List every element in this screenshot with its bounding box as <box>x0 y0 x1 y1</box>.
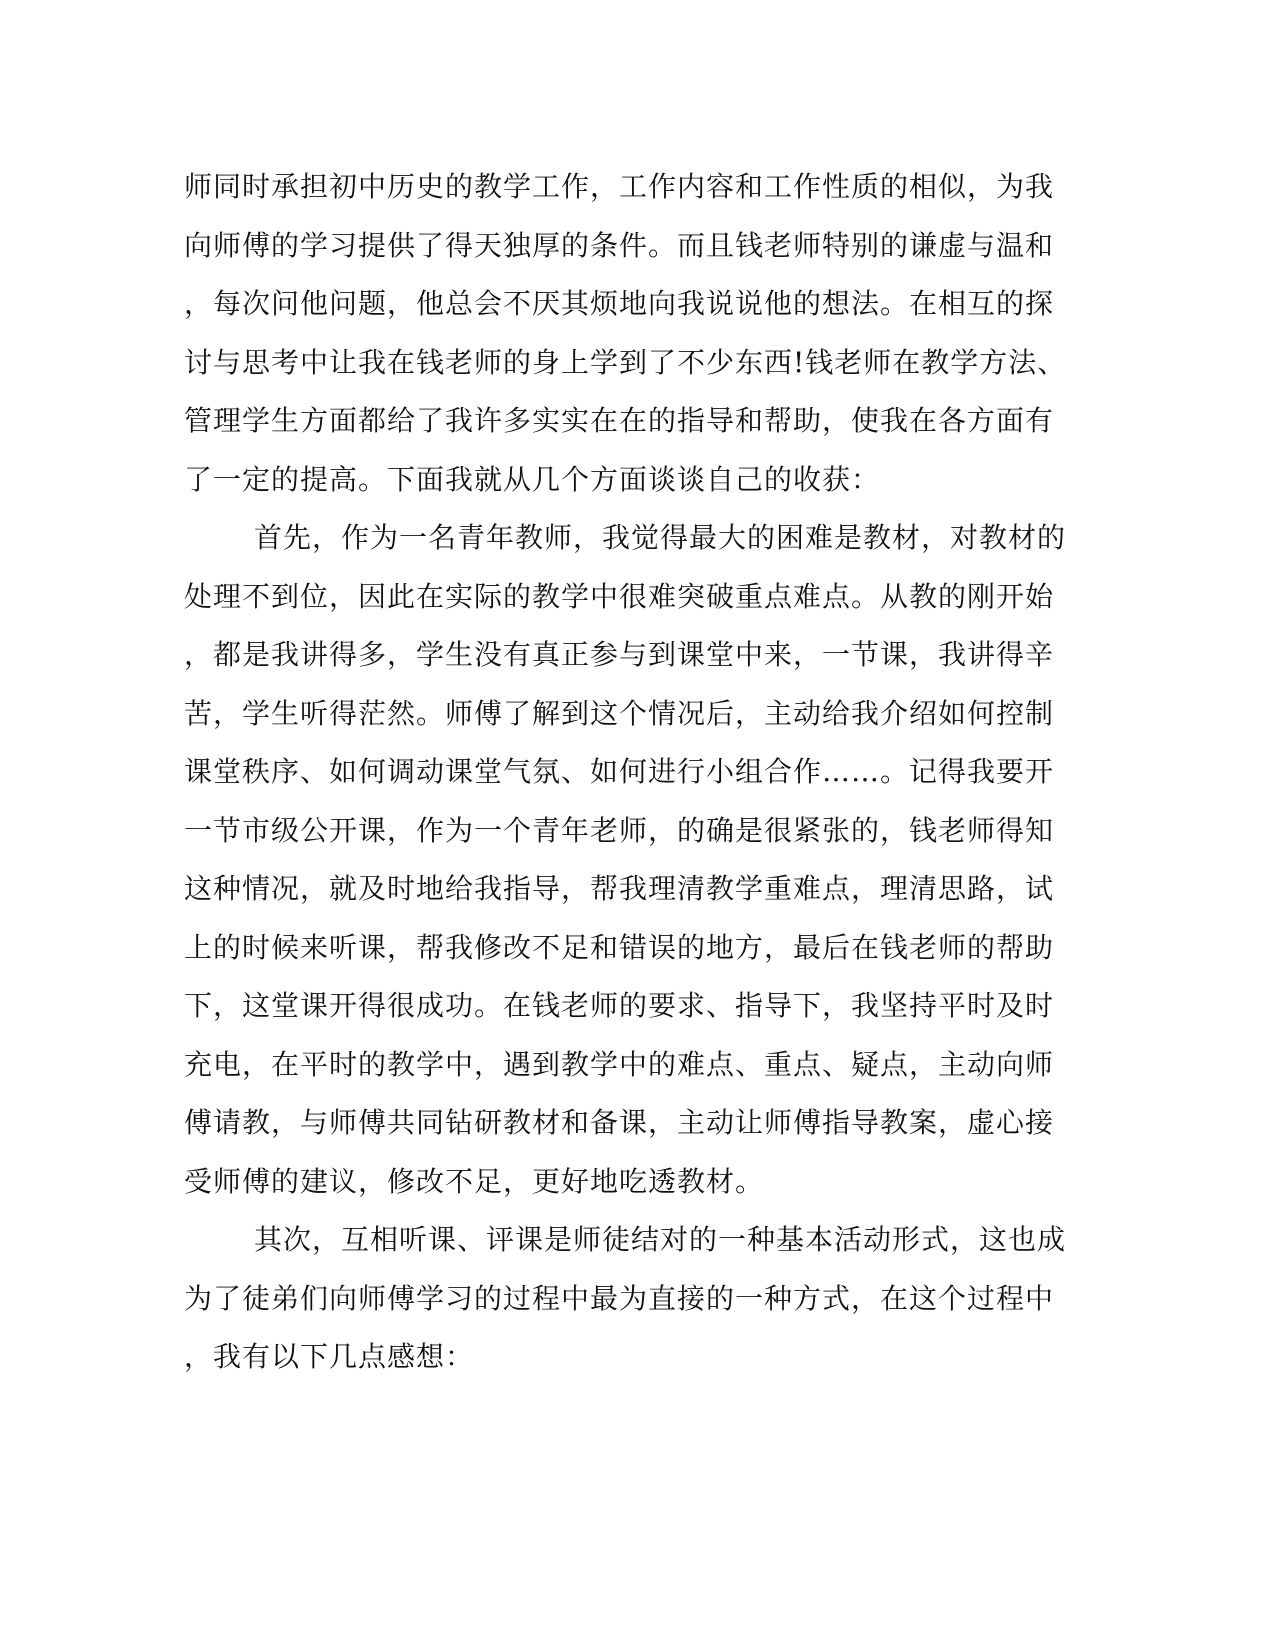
text-line: 管理学生方面都给了我许多实实在在的指导和帮助，使我在各方面有 <box>184 404 1055 437</box>
text-line: 处理不到位，因此在实际的教学中很难突破重点难点。从教的刚开始 <box>184 579 1055 613</box>
body-text <box>184 158 1067 1387</box>
text-line: ，都是我讲得多，学生没有真正参与到课堂中来，一节课，我讲得辛 <box>184 638 1055 671</box>
text-line: 了一定的提高。下面我就从几个方面谈谈自己的收获： <box>184 462 881 496</box>
text-line: ，每次问他问题，他总会不厌其烦地向我说说他的想法。在相互的探 <box>184 287 1055 320</box>
paragraph-first-line: 其次，互相听课、评课是师徒结对的一种基本活动形式，这也成 <box>254 1223 1067 1256</box>
text-line: ，我有以下几点感想： <box>184 1340 475 1373</box>
paragraph-first-line: 首先，作为一名青年教师，我觉得最大的困难是教材，对教材的 <box>254 521 1067 554</box>
text-line: 苦，学生听得茫然。师傅了解到这个情况后，主动给我介绍如何控制 <box>184 696 1055 730</box>
text-line: 上的时候来听课，帮我修改不足和错误的地方，最后在钱老师的帮助 <box>184 930 1055 964</box>
text-line: 充电，在平时的教学中，遇到教学中的难点、重点、疑点，主动向师 <box>184 1047 1055 1081</box>
text-line: 傅请教，与师傅共同钻研教材和备课，主动让师傅指导教案，虚心接 <box>184 1106 1055 1139</box>
text-line: 下，这堂课开得很成功。在钱老师的要求、指导下，我坚持平时及时 <box>184 989 1055 1022</box>
text-line: 为了徒弟们向师傅学习的过程中最为直接的一种方式，在这个过程中 <box>184 1281 1055 1315</box>
text-line: 讨与思考中让我在钱老师的身上学到了不少东西!钱老师在教学方法、 <box>184 345 1067 379</box>
text-line: 课堂秩序、如何调动课堂气氛、如何进行小组合作……。记得我要开 <box>184 755 1055 788</box>
text-line: 受师傅的建议，修改不足，更好地吃透教材。 <box>184 1164 765 1198</box>
text-line: 这种情况，就及时地给我指导，帮我理清教学重难点，理清思路，试 <box>184 872 1055 905</box>
text-line: 一节市级公开课，作为一个青年老师，的确是很紧张的，钱老师得知 <box>184 813 1055 847</box>
text-line: 向师傅的学习提供了得天独厚的条件。而且钱老师特别的谦虚与温和 <box>184 228 1055 262</box>
text-line: 师同时承担初中历史的教学工作，工作内容和工作性质的相似，为我 <box>184 170 1055 203</box>
